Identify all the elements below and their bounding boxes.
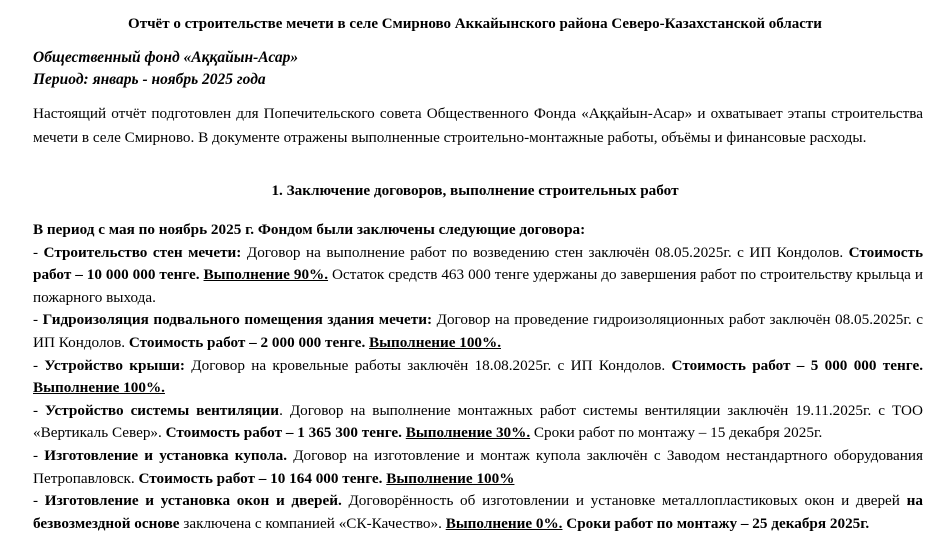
contract-text: Договор на кровельные работы заключён 18.08.2025г. с ИП Кондолов.	[184, 356, 672, 374]
contract-text: . Договор на выполнение монтажных работ системы вентиляции заключён 19.11.2025г. с ТОО «Вертикаль Север».	[33, 401, 923, 442]
item-prefix: -	[33, 446, 45, 464]
contract-item	[33, 490, 923, 535]
contract-name: Гидроизоляция подвального помещения здания мечети:	[42, 311, 433, 329]
contract-item	[33, 355, 923, 400]
contract-status: Выполнение 30%.	[405, 424, 531, 442]
contract-text: Договор на изготовление и монтаж купола заключён с Заводом нестандартного оборудования Петропавловск.	[33, 446, 923, 487]
contract-name: Устройство крыши:	[44, 356, 185, 374]
contract-name: Устройство системы вентиляции	[45, 401, 280, 419]
contract-name: Изготовление и установка окон и дверей.	[44, 492, 342, 510]
contract-note: Остаток средств 463 000 тенге удержаны до завершения работ по строительству крыльца и пожарного выхода.	[33, 266, 923, 306]
contract-deadline: Сроки работ по монтажу – 25 декабря 2025г.	[562, 514, 870, 532]
item-prefix: -	[33, 356, 45, 374]
contract-item	[33, 242, 923, 310]
report-period: Период: январь - ноябрь 2025 года	[33, 71, 266, 88]
contract-status: Выполнение 0%.	[445, 514, 563, 532]
contract-status: Выполнение 100%.	[33, 379, 165, 397]
contracts-intro: В период с мая по ноябрь 2025 г. Фондом были заключены следующие договора:	[33, 221, 586, 238]
contract-status: Выполнение 90%.	[203, 266, 329, 284]
contract-item	[33, 309, 923, 354]
item-prefix: -	[33, 401, 46, 419]
contract-status: Выполнение 100%	[386, 469, 515, 487]
contract-name: Изготовление и установка купола.	[44, 446, 287, 464]
contract-cost: Стоимость работ – 5 000 000 тенге.	[671, 356, 923, 374]
contract-text: Договор на выполнение работ по возведению стен заключён 08.05.2025г. с ИП Кондолов.	[241, 243, 849, 261]
contracts-body	[33, 219, 923, 535]
contract-item	[33, 400, 923, 445]
contract-text: Договор на проведение гидроизоляционных работ заключён 08.05.2025г. с ИП Кондолов.	[33, 311, 923, 351]
contract-text: Договорённость об изготовлении и установке металлопластиковых окон и дверей	[341, 492, 907, 510]
contract-name: Строительство стен мечети:	[43, 243, 242, 261]
document-title: Отчёт о строительстве мечети в селе Смирново Аккайынского района Северо-Казахстанской области	[128, 16, 822, 32]
contract-cost: Стоимость работ – 10 164 000 тенге.	[138, 469, 383, 487]
contract-note: Сроки работ по монтажу – 15 декабря 2025г.	[530, 424, 823, 442]
contract-item	[33, 445, 923, 490]
contract-cost: Стоимость работ – 1 365 300 тенге.	[165, 424, 402, 442]
item-prefix: -	[33, 311, 43, 329]
contract-status: Выполнение 100%.	[369, 333, 501, 351]
organization-name: Общественный фонд «Аққайын-Асар»	[33, 49, 299, 66]
item-prefix: -	[33, 492, 45, 510]
item-prefix: -	[33, 243, 44, 261]
section-heading: 1. Заключение договоров, выполнение строительных работ	[271, 182, 679, 199]
contract-cost: Стоимость работ – 10 000 000 тенге.	[33, 243, 923, 284]
intro-paragraph: Настоящий отчёт подготовлен для Попечительского совета Общественного Фонда «Аққайын-Асар» и охватывает этапы строительства мечети в селе Смирново. В документе отражены выполненные строительно-монтажные работы, объёмы и финансовые расходы.	[33, 105, 923, 146]
contract-text-separator: заключена с компанией «СК-Качество».	[179, 514, 446, 532]
contract-cost: на безвозмездной основе	[33, 492, 923, 532]
contract-cost: Стоимость работ – 2 000 000 тенге.	[128, 333, 366, 351]
contracts-list	[33, 242, 923, 536]
